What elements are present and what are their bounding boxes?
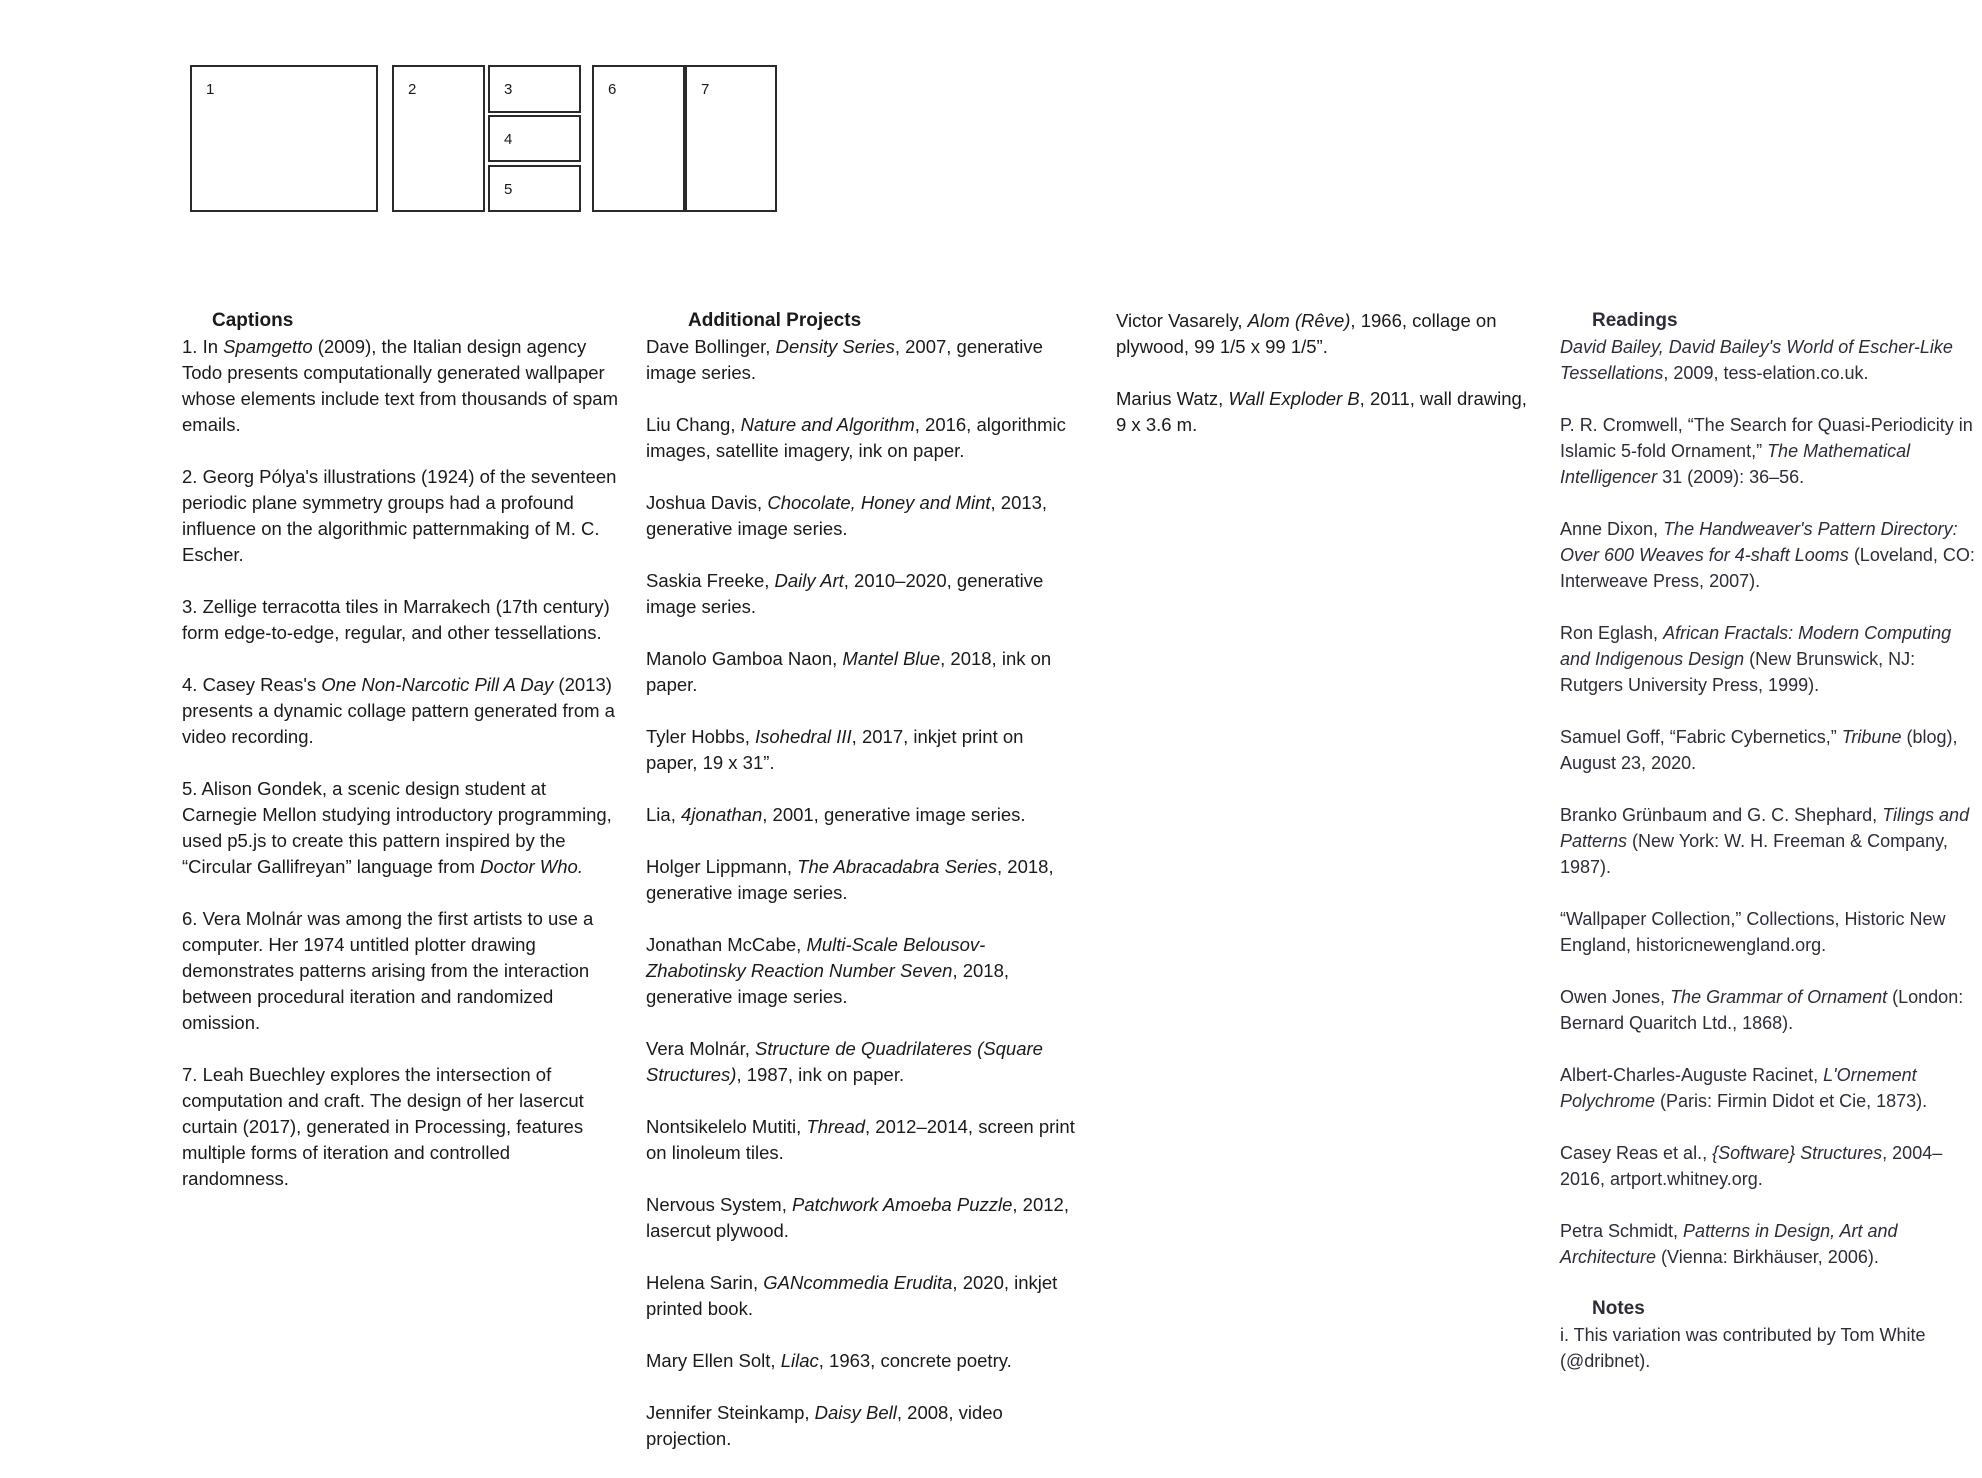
- entry-text: Tyler Hobbs,: [646, 726, 755, 747]
- entry-text: Samuel Goff, “Fabric Cybernetics,”: [1560, 727, 1842, 747]
- entry-text: , 2018, generative image series.: [646, 960, 1010, 1007]
- entry-text: (London: Bernard Quaritch Ltd., 1868).: [1560, 987, 1964, 1033]
- entry-text: Manolo Gamboa Naon,: [646, 648, 843, 669]
- entry-text: Nervous System,: [646, 1194, 792, 1215]
- entry-text: , 1987, ink on paper.: [736, 1064, 905, 1085]
- entry: [1560, 1062, 1980, 1114]
- readings-column: [1560, 308, 1980, 1400]
- entry-text: , 2011, wall drawing, 9 x 3.6 m.: [1116, 388, 1527, 435]
- box-label: 7: [701, 81, 710, 98]
- layout-box-1: [190, 65, 378, 212]
- entry: [646, 490, 1076, 542]
- layout-box-3: [488, 65, 581, 113]
- entry-title: Doctor Who.: [480, 856, 583, 877]
- entry-text: “Wallpaper Collection,” Collections, Historic New England, historicnewengland.org.: [1560, 909, 1946, 955]
- entry-title: The Abracadabra Series: [797, 856, 998, 877]
- entry-text: Joshua Davis,: [646, 492, 768, 513]
- entry: [1560, 412, 1980, 490]
- entry-text: (Loveland, CO: Interweave Press, 2007).: [1560, 545, 1975, 591]
- readings-heading: Readings: [1592, 310, 1678, 331]
- entry: [182, 594, 622, 646]
- entry-text: (New York: W. H. Freeman & Company, 1987).: [1560, 831, 1948, 877]
- entry: [182, 906, 622, 1036]
- entry-text: 2. Georg Pólya's illustrations (1924) of the seventeen periodic plane symmetry groups had a profound influence on the algorithmic patternmaking of M. C. Escher.: [182, 466, 617, 565]
- entry-title: Isohedral III: [755, 726, 852, 747]
- entry: [1560, 724, 1980, 776]
- entry: [646, 802, 1076, 828]
- entry-text: Jennifer Steinkamp,: [646, 1402, 815, 1423]
- entry-text: Liu Chang,: [646, 414, 741, 435]
- entry: [646, 1036, 1076, 1088]
- entry: [1560, 1322, 1980, 1374]
- entry-text: (New Brunswick, NJ: Rutgers University Press, 1999).: [1560, 649, 1916, 695]
- entry-text: 31 (2009): 36–56.: [1657, 467, 1805, 487]
- entry-text: , 1963, concrete poetry.: [818, 1350, 1012, 1371]
- entry-title: Density Series: [775, 336, 895, 357]
- layout-box-5: [488, 165, 581, 212]
- entry-text: Holger Lippmann,: [646, 856, 798, 877]
- entry: [182, 1062, 622, 1192]
- entry-text: Vera Molnár,: [646, 1038, 756, 1059]
- entry-title: Chocolate, Honey and Mint: [767, 492, 991, 513]
- entry-title: Lilac: [780, 1350, 819, 1371]
- entry: [182, 334, 622, 438]
- box-label: 5: [504, 181, 513, 198]
- box-label: 4: [504, 131, 513, 148]
- entry-title: African Fractals: Modern Computing and Indigenous Design: [1560, 623, 1952, 669]
- entry-text: Mary Ellen Solt,: [646, 1350, 781, 1371]
- entry-text: Nontsikelelo Mutiti,: [646, 1116, 807, 1137]
- entry: [646, 334, 1076, 386]
- entry-title: The Handweaver's Pattern Directory: Over 600 Weaves for 4-shaft Looms: [1560, 519, 1958, 565]
- layout-box-6: [592, 65, 685, 212]
- entry-text: 3. Zellige terracotta tiles in Marrakech (17th century) form edge-to-edge, regular, and other tessellations.: [182, 596, 610, 643]
- entry-title: {Software} Structures: [1712, 1143, 1883, 1163]
- entry-text: , 2010–2020, generative image series.: [646, 570, 1044, 617]
- notes-heading: Notes: [1592, 1298, 1645, 1319]
- entry-title: Thread: [806, 1116, 866, 1137]
- entry-title: Patterns in Design, Art and Architecture: [1560, 1221, 1898, 1267]
- projects-continued-list: [1116, 308, 1536, 438]
- entry-text: , 2018, generative image series.: [646, 856, 1054, 903]
- entry-text: Dave Bollinger,: [646, 336, 776, 357]
- entry: [1560, 620, 1980, 698]
- projects-continued-column: [1116, 308, 1536, 464]
- entry: [646, 412, 1076, 464]
- entry-text: , 2016, algorithmic images, satellite imagery, ink on paper.: [646, 414, 1066, 461]
- entry-text: 5. Alison Gondek, a scenic design student at Carnegie Mellon studying introductory programming, used p5.js to create this pattern inspired by the “Circular Gallifreyan” language from: [182, 778, 612, 877]
- entry-text: , 2020, inkjet printed book.: [646, 1272, 1058, 1319]
- entry: [1560, 906, 1980, 958]
- entry: [1560, 802, 1980, 880]
- projects-list: [646, 334, 1076, 1452]
- entry: [1116, 386, 1536, 438]
- box-label: 2: [408, 81, 417, 98]
- entry: [646, 646, 1076, 698]
- entry-text: Ron Eglash,: [1560, 623, 1664, 643]
- entry-title: One Non-Narcotic Pill A Day: [321, 674, 554, 695]
- entry: [646, 1192, 1076, 1244]
- entry-text: 7. Leah Buechley explores the intersection of computation and craft. The design of her lasercut curtain (2017), generated in Processing, features multiple forms of iteration and controlled randomness.: [182, 1064, 584, 1189]
- entry-title: Mantel Blue: [842, 648, 941, 669]
- layout-box-7: [685, 65, 777, 212]
- entry: [646, 1114, 1076, 1166]
- entry-text: , 2001, generative image series.: [762, 804, 1026, 825]
- entry-text: 6. Vera Molnár was among the first artists to use a computer. Her 1974 untitled plotter drawing demonstrates patterns arising from the interaction between procedural iteration and randomized omission.: [182, 908, 594, 1033]
- box-label: 6: [608, 81, 617, 98]
- entry-text: , 1966, collage on plywood, 99 1/5 x 99 1/5”.: [1116, 310, 1497, 357]
- entry-text: Saskia Freeke,: [646, 570, 775, 591]
- entry-text: 4. Casey Reas's: [182, 674, 322, 695]
- notes-list: [1560, 1322, 1980, 1374]
- entry-text: Owen Jones,: [1560, 987, 1671, 1007]
- entry-text: , 2012, lasercut plywood.: [646, 1194, 1069, 1241]
- captions-column: [182, 308, 622, 1218]
- entry-text: , 2013, generative image series.: [646, 492, 1048, 539]
- entry-text: (Paris: Firmin Didot et Cie, 1873).: [1655, 1091, 1928, 1111]
- entry-text: , 2008, video projection.: [646, 1402, 1003, 1449]
- entry: [182, 776, 622, 880]
- entry-title: Patchwork Amoeba Puzzle: [792, 1194, 1013, 1215]
- entry-text: , 2004–2016, artport.whitney.org.: [1560, 1143, 1943, 1189]
- entry: [182, 672, 622, 750]
- entry-text: Albert-Charles-Auguste Racinet,: [1560, 1065, 1824, 1085]
- captions-heading: Captions: [212, 310, 294, 331]
- entry-title: L'Ornement Polychrome: [1560, 1065, 1917, 1111]
- captions-list: [182, 334, 622, 1192]
- entry-text: (blog), August 23, 2020.: [1560, 727, 1958, 773]
- entry-title: Daily Art: [774, 570, 844, 591]
- entry-title: Wall Exploder B: [1228, 388, 1360, 409]
- entry-text: , 2007, generative image series.: [646, 336, 1043, 383]
- entry: [646, 724, 1076, 776]
- entry-title: Tribune: [1841, 727, 1902, 747]
- entry-text: , 2009, tess-elation.co.uk.: [1663, 363, 1869, 383]
- entry-text: (Vienna: Birkhäuser, 2006).: [1656, 1247, 1879, 1267]
- entry-title: GANcommedia Erudita: [763, 1272, 953, 1293]
- entry-title: Tilings and Patterns: [1560, 805, 1970, 851]
- entry: [646, 1400, 1076, 1452]
- readings-list: [1560, 334, 1980, 1270]
- entry-text: Lia,: [646, 804, 681, 825]
- entry-text: 1. In: [182, 336, 224, 357]
- projects-column: [646, 308, 1076, 1478]
- entry-text: Victor Vasarely,: [1116, 310, 1248, 331]
- entry-text: P. R. Cromwell, “The Search for Quasi-Periodicity in Islamic 5-fold Ornament,”: [1560, 415, 1973, 461]
- layout-box-4: [488, 115, 581, 162]
- entry-text: Marius Watz,: [1116, 388, 1229, 409]
- entry-text: Branko Grünbaum and G. C. Shephard,: [1560, 805, 1883, 825]
- entry-text: Jonathan McCabe,: [646, 934, 807, 955]
- entry: [1560, 1218, 1980, 1270]
- entry-text: (2013) presents a dynamic collage pattern generated from a video recording.: [182, 674, 615, 747]
- entry-title: Structure de Quadrilateres (Square Structures): [646, 1038, 1043, 1085]
- entry: [646, 854, 1076, 906]
- entry-text: (2009), the Italian design agency Todo presents computationally generated wallpaper whose elements include text from thousands of spam emails.: [182, 336, 619, 435]
- entry: [1560, 984, 1980, 1036]
- entry: [646, 1270, 1076, 1322]
- entry-text: Anne Dixon,: [1560, 519, 1664, 539]
- entry: [1560, 334, 1980, 386]
- entry: [646, 1348, 1076, 1374]
- entry-title: The Mathematical Intelligencer: [1560, 441, 1911, 487]
- entry: [1116, 308, 1536, 360]
- entry: [182, 464, 622, 568]
- entry-text: i. This variation was contributed by Tom White (@dribnet).: [1560, 1325, 1926, 1371]
- entry-text: , 2018, ink on paper.: [646, 648, 1052, 695]
- entry-title: 4jonathan: [680, 804, 763, 825]
- entry: [1560, 516, 1980, 594]
- entry-title: Daisy Bell: [814, 1402, 897, 1423]
- box-label: 3: [504, 81, 513, 98]
- entry-text: Casey Reas et al.,: [1560, 1143, 1713, 1163]
- entry-title: Nature and Algorithm: [740, 414, 915, 435]
- entry: [646, 568, 1076, 620]
- entry-text: , 2017, inkjet print on paper, 19 x 31”.: [646, 726, 1024, 773]
- projects-heading: Additional Projects: [688, 310, 862, 331]
- layout-box-2: [392, 65, 485, 212]
- entry-text: Helena Sarin,: [646, 1272, 764, 1293]
- entry-title: Spamgetto: [223, 336, 313, 357]
- entry-title: David Bailey, David Bailey's World of Escher-Like Tessellations: [1560, 337, 1953, 383]
- entry-title: The Grammar of Ornament: [1670, 987, 1888, 1007]
- entry-title: Multi-Scale Belousov-Zhabotinsky Reaction Number Seven: [646, 934, 986, 981]
- entry: [646, 932, 1076, 1010]
- entry-text: , 2012–2014, screen print on linoleum tiles.: [646, 1116, 1075, 1163]
- entry: [1560, 1140, 1980, 1192]
- entry-text: Petra Schmidt,: [1560, 1221, 1684, 1241]
- box-label: 1: [206, 81, 215, 98]
- entry-title: Alom (Rêve): [1247, 310, 1351, 331]
